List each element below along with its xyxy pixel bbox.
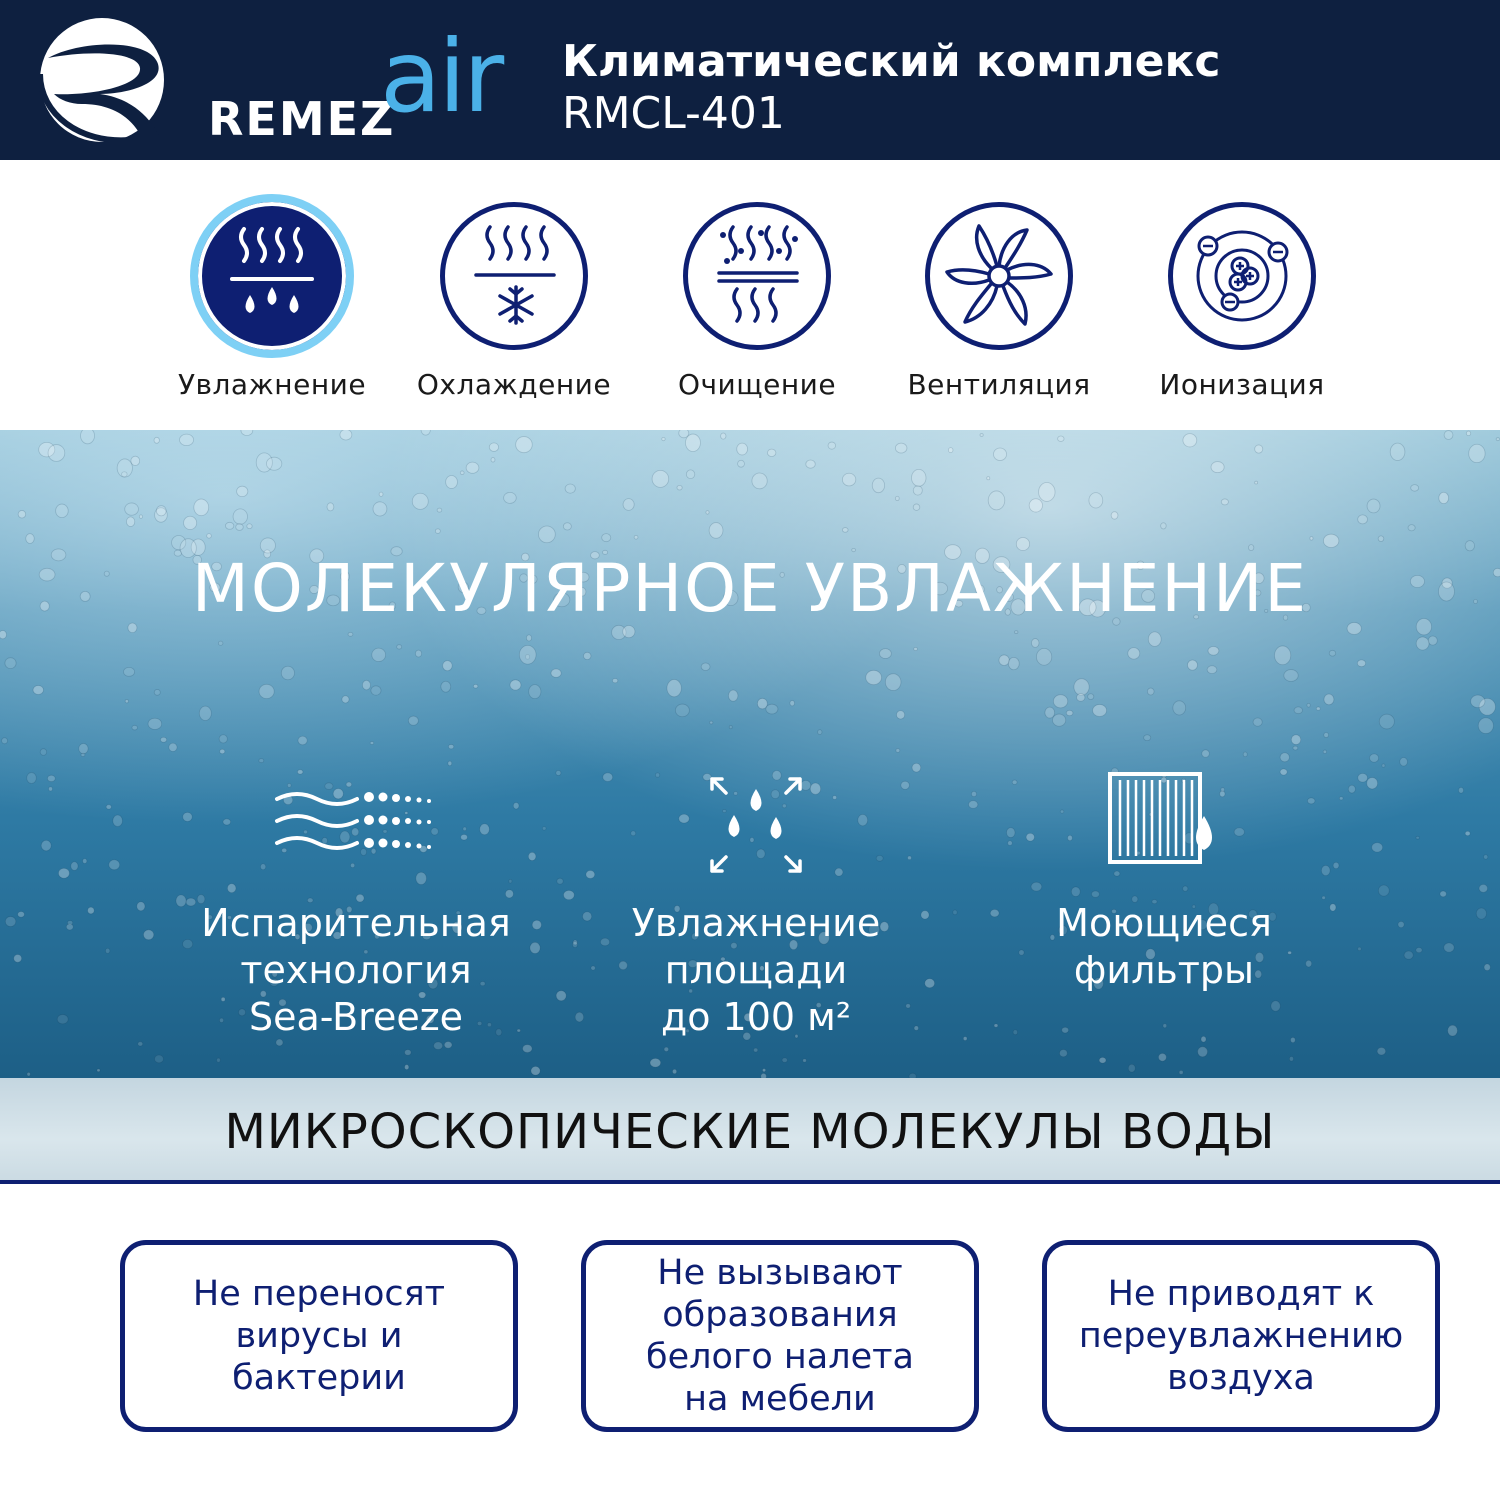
humidify-icon bbox=[222, 221, 322, 331]
feature-sea-breeze bbox=[146, 770, 566, 1041]
benefit-text: Не переносят вирусы и бактерии bbox=[192, 1274, 446, 1398]
purify-icon bbox=[707, 221, 807, 331]
feature-area bbox=[546, 770, 966, 1041]
mode-label: Ионизация bbox=[1159, 368, 1325, 401]
mode-ventilation[interactable] bbox=[883, 202, 1123, 422]
header bbox=[0, 0, 1500, 160]
band-title: МИКРОСКОПИЧЕСКИЕ МОЛЕКУЛЫ ВОДЫ bbox=[224, 1104, 1276, 1160]
benefit-card bbox=[1042, 1240, 1440, 1432]
fan-icon bbox=[941, 218, 1057, 334]
mode-label: Очищение bbox=[677, 368, 837, 401]
feature-text: Увлажнение площади до 100 м² bbox=[631, 901, 881, 1039]
header-model: RMCL-401 bbox=[562, 88, 785, 139]
mode-label: Охлаждение bbox=[416, 368, 612, 401]
logo-suffix: air bbox=[380, 18, 502, 135]
feature-text: Моющиеся фильтры bbox=[1056, 901, 1272, 992]
area-drops-icon bbox=[706, 773, 806, 877]
cooling-icon bbox=[464, 221, 564, 331]
header-title: Климатический комплекс bbox=[562, 36, 1221, 87]
feature-text: Испарительная технология Sea-Breeze bbox=[201, 901, 511, 1039]
benefit-card bbox=[581, 1240, 979, 1432]
mode-label: Вентиляция bbox=[907, 368, 1091, 401]
section-band bbox=[0, 1078, 1500, 1184]
mode-cooling[interactable] bbox=[398, 202, 638, 422]
benefit-text: Не вызывают образования белого налета на мебели bbox=[646, 1253, 914, 1419]
logo-text: REMEZ bbox=[208, 92, 396, 146]
washable-filter-icon bbox=[1104, 770, 1224, 880]
mode-label: Увлажнение bbox=[177, 368, 367, 401]
logo-mark-icon bbox=[30, 14, 210, 148]
benefit-text: Не приводят к переувлажнению воздуха bbox=[1078, 1274, 1404, 1398]
ionization-icon bbox=[1184, 218, 1300, 334]
mode-humidify[interactable] bbox=[156, 202, 396, 422]
mode-row bbox=[0, 160, 1500, 430]
benefit-card bbox=[120, 1240, 518, 1432]
mode-ionization[interactable] bbox=[1126, 202, 1366, 422]
feature-filters bbox=[954, 770, 1374, 994]
mode-purify[interactable] bbox=[641, 202, 881, 422]
hero-water-banner bbox=[0, 430, 1500, 1078]
hero-title: МОЛЕКУЛЯРНОЕ УВЛАЖНЕНИЕ bbox=[191, 550, 1309, 627]
brand-logo bbox=[30, 14, 500, 148]
sea-breeze-icon bbox=[271, 785, 441, 865]
